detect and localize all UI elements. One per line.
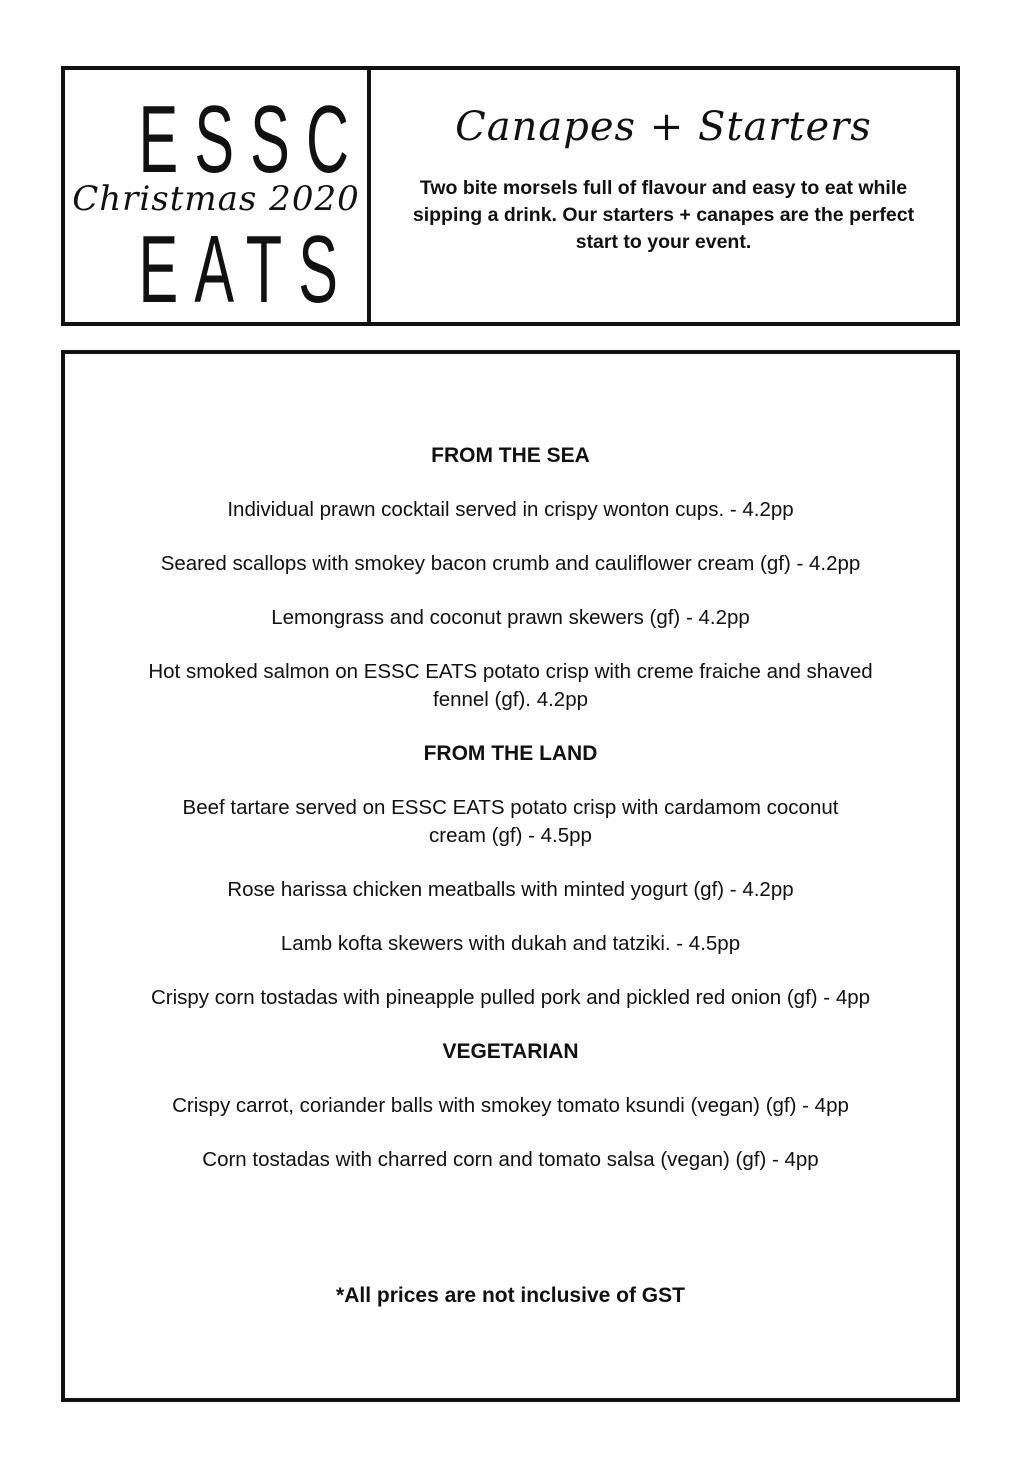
menu-item: Hot smoked salmon on ESSC EATS potato crisp with creme fraiche and shaved fennel (gf). 4.2pp — [148, 660, 873, 711]
menu-item: Crispy carrot, coriander balls with smokey tomato ksundi (vegan) (gf) - 4pp — [172, 1094, 849, 1117]
gst-note: *All prices are not inclusive of GST — [336, 1284, 685, 1307]
logo-script-christmas: Christmas 2020 — [72, 179, 360, 219]
section-title-vegetarian: VEGETARIAN — [442, 1040, 579, 1063]
logo — [65, 70, 371, 322]
menu-item: Crispy corn tostadas with pineapple pulled pork and pickled red onion (gf) - 4pp — [150, 986, 871, 1009]
logo-line-eats: EATS — [138, 216, 355, 323]
menu-item: Lamb kofta skewers with dukah and tatziki. - 4.5pp — [280, 932, 741, 955]
menu-item: Beef tartare served on ESSC EATS potato crisp with cardamom coconut cream (gf) - 4.5pp — [182, 796, 839, 847]
menu-content — [65, 442, 956, 1200]
menu-item: Corn tostadas with charred corn and tomato salsa (vegan) (gf) - 4pp — [202, 1148, 819, 1171]
section-title-land: FROM THE LAND — [423, 742, 598, 765]
menu-item: Rose harissa chicken meatballs with minted yogurt (gf) - 4.2pp — [227, 878, 794, 901]
header-box — [61, 66, 960, 326]
menu-box — [61, 350, 960, 1402]
menu-item: Seared scallops with smokey bacon crumb and cauliflower cream (gf) - 4.2pp — [160, 552, 861, 575]
menu-item: Individual prawn cocktail served in crispy wonton cups. - 4.2pp — [227, 498, 794, 521]
logo-line-essc: ESSC — [138, 86, 366, 193]
intro-panel — [371, 70, 956, 322]
menu-item: Lemongrass and coconut prawn skewers (gf) - 4.2pp — [271, 606, 750, 629]
section-title-sea: FROM THE SEA — [431, 444, 590, 467]
page-title: Canapes + Starters — [455, 104, 872, 150]
intro-description: Two bite morsels full of flavour and easy to eat while sipping a drink. Our starters + canapes are the perfect start to your event. — [412, 177, 915, 253]
